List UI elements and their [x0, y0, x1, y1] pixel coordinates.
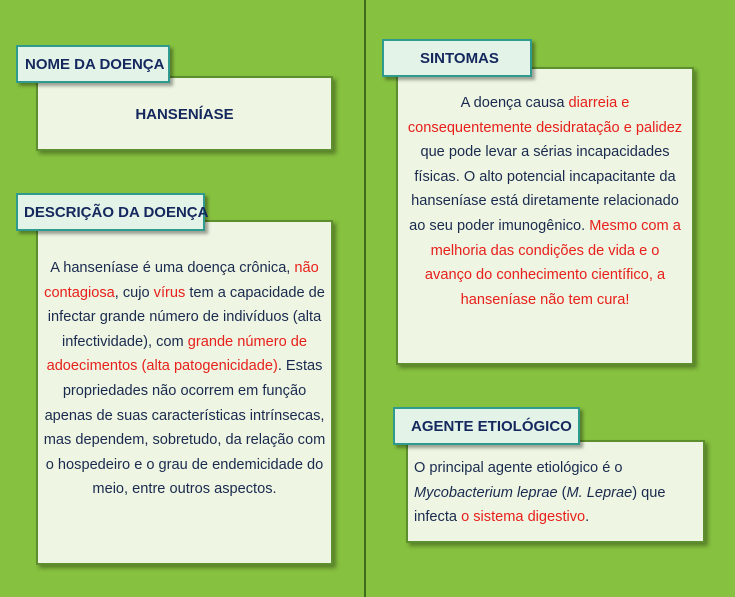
- sintomas-text: A doença causa diarreia e consequentemente desidratação e palidez que pode levar a sérias incapacidades físicas. O alto potencial incapacitante da hanseníase está diretamente relacionado ao seu poder imunogênico. Mesmo com a melhoria das condições de vida e o avanço do conhecimento científico, a hanseníase não tem cura!: [407, 95, 683, 308]
- sintomas-box: [396, 67, 694, 365]
- nome-box: [36, 76, 333, 151]
- agente-box: [406, 440, 705, 543]
- sintomas-label-text: SINTOMAS: [420, 49, 499, 67]
- agente-text: O principal agente etiológico é o Mycobacterium leprae (M. Leprae) que infecta o sistema digestivo.: [414, 460, 666, 525]
- center-divider: [364, 0, 366, 597]
- disease-name: HANSENÍASE: [135, 106, 234, 123]
- agente-label-text: AGENTE ETIOLÓGICO: [411, 417, 572, 435]
- sintomas-label: [382, 39, 532, 77]
- descricao-label-text: DESCRIÇÃO DA DOENÇA: [24, 203, 209, 221]
- descricao-label: [16, 193, 209, 231]
- nome-label-text: NOME DA DOENÇA: [25, 55, 165, 73]
- descricao-box: [36, 220, 333, 565]
- agente-label: [393, 407, 580, 445]
- descricao-text: A hanseníase é uma doença crônica, não contagiosa, cujo vírus tem a capacidade de infectar grande número de indivíduos (alta infectividade), com grande número de adoecimentos (alta patogenicidade). Estas propriedades não ocorrem em função apenas de suas características intrínsecas, mas dependem, sobretudo, da relação com o hospedeiro e o grau de endemicidade do meio, entre outros aspectos.: [43, 260, 326, 498]
- nome-label: [16, 45, 170, 83]
